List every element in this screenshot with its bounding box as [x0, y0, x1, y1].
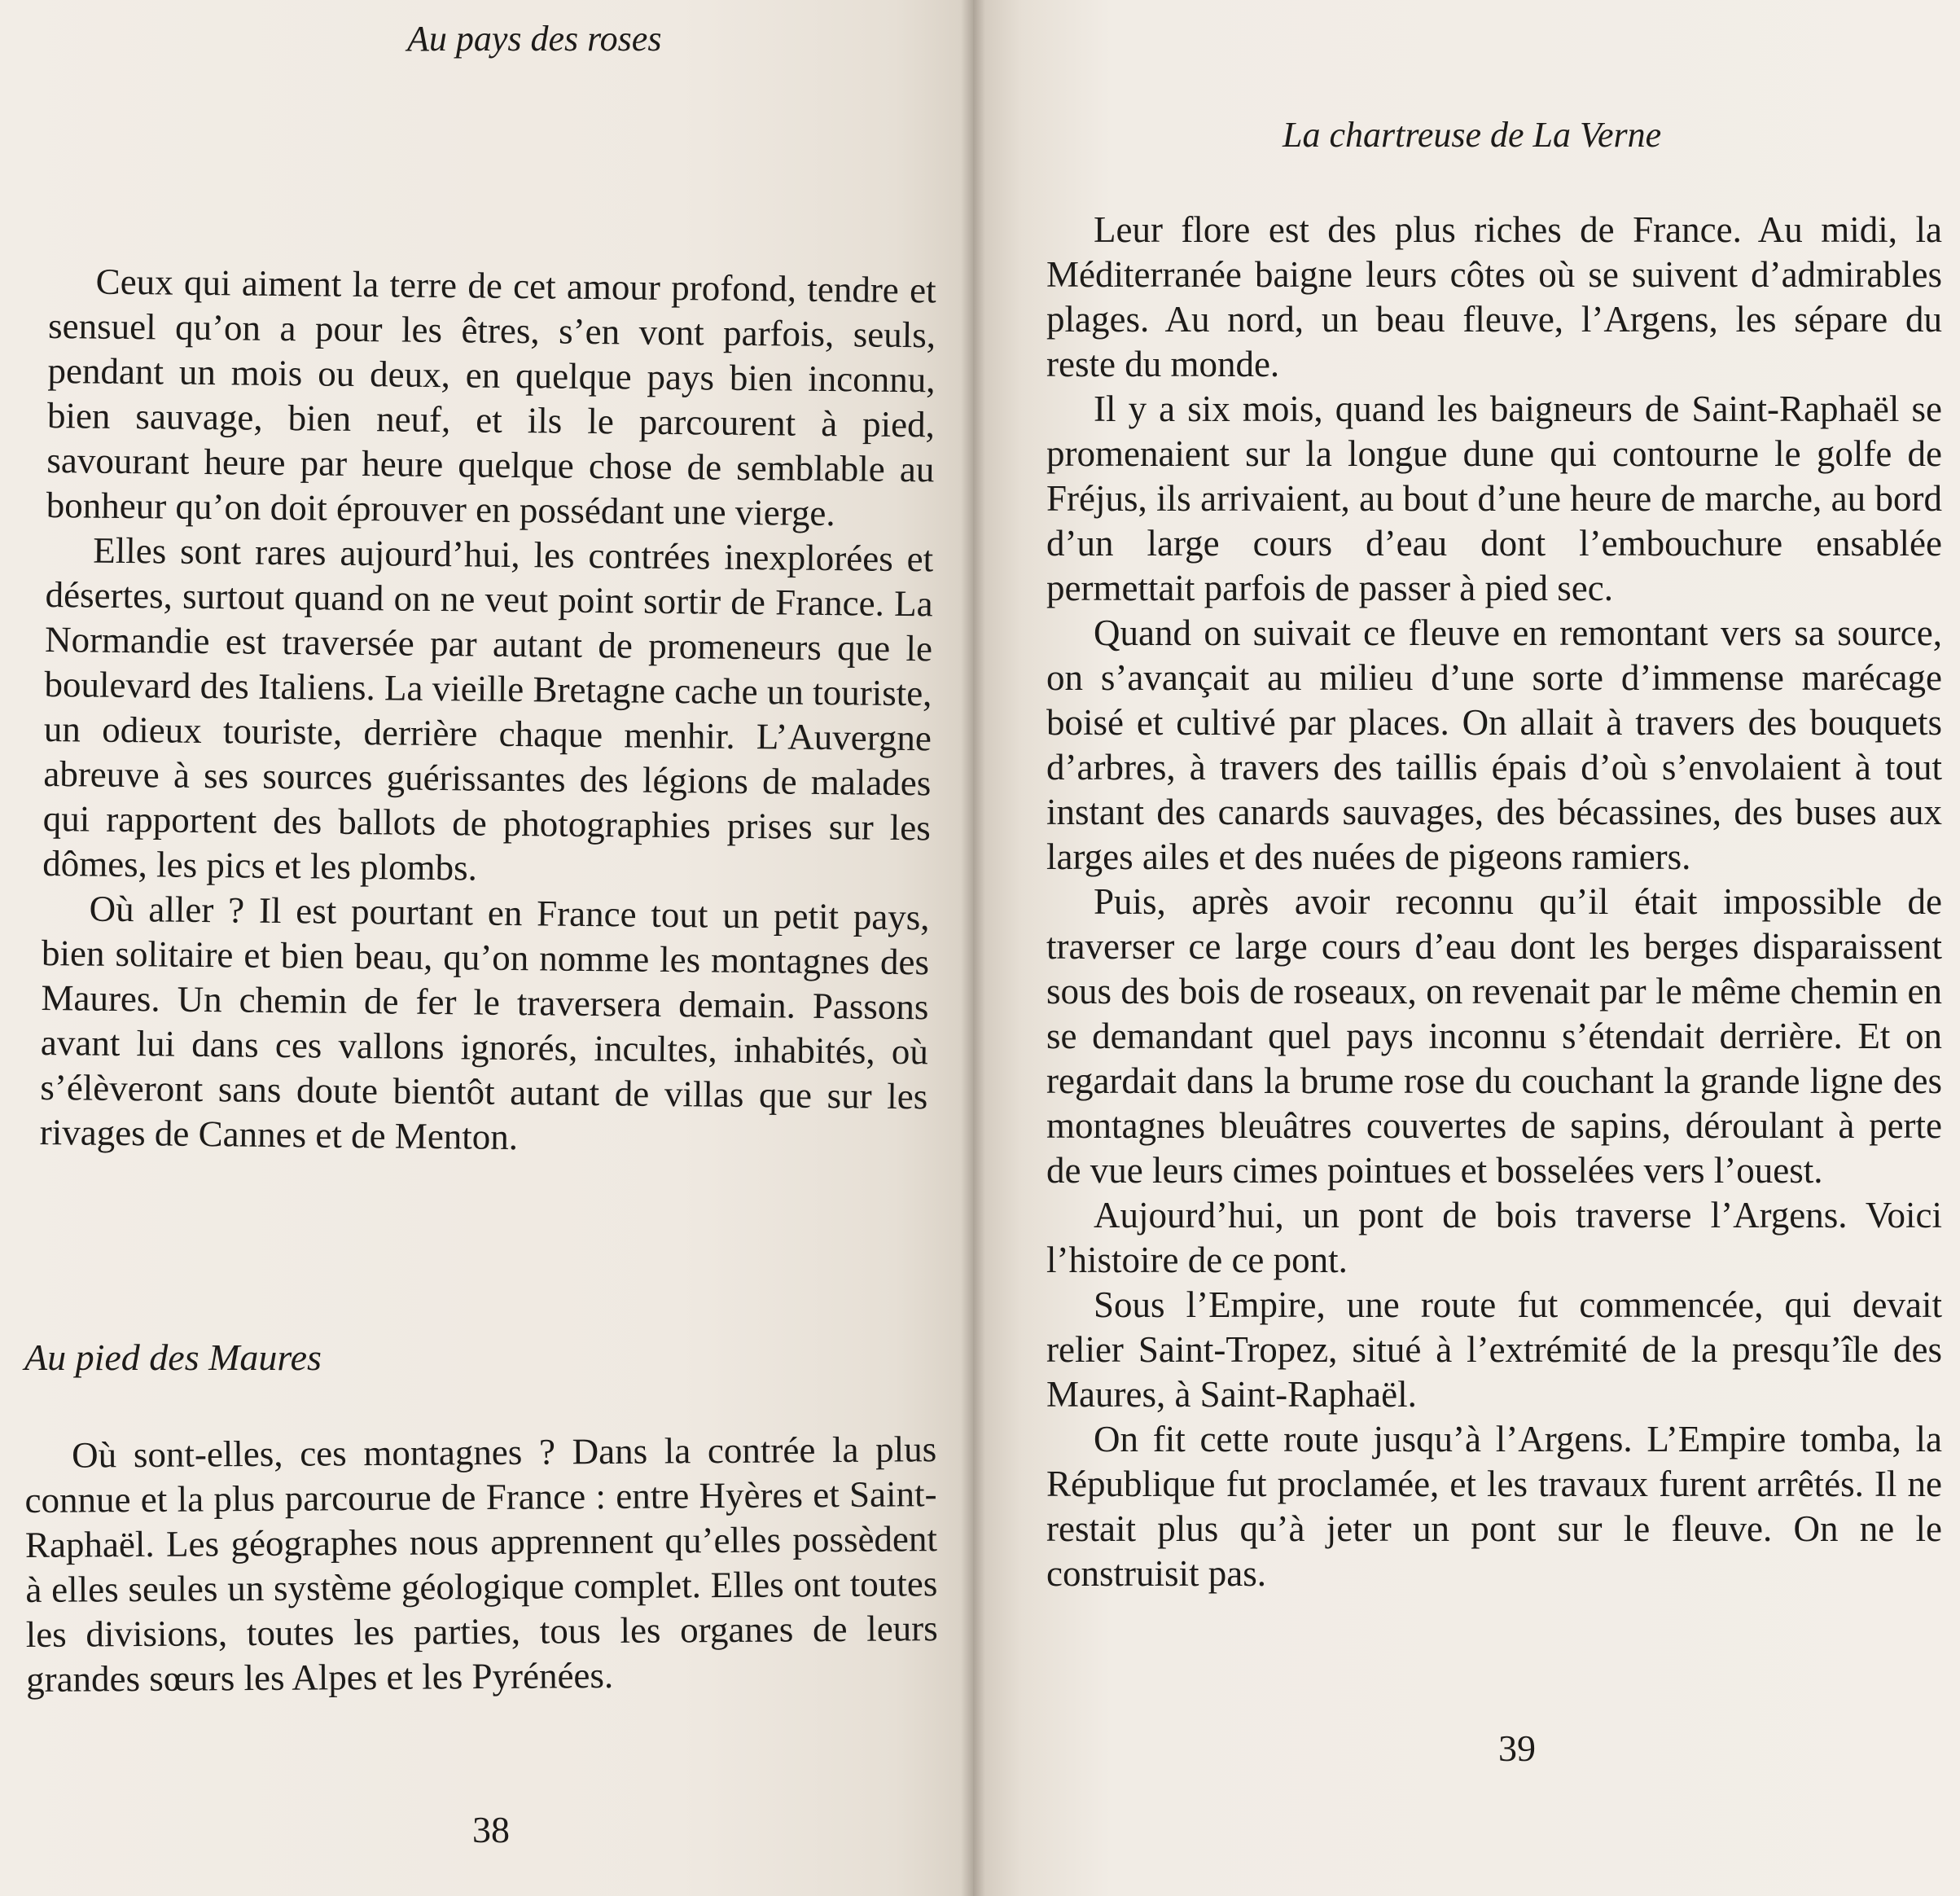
- page-number-right: 39: [1498, 1727, 1536, 1769]
- running-head-left: Au pays des roses: [407, 19, 662, 59]
- paragraph: Aujourd’hui, un pont de bois traverse l’Argens. Voici l’histoire de ce pont.: [1046, 1195, 1942, 1280]
- book-gutter: [961, 0, 985, 1896]
- paragraph: Quand on suivait ce fleuve en remontant vers sa source, on s’avançait au milieu d’une sorte d’immense marécage boisé et cultivé par places. On allait à travers des bouquets d’arbres, à travers des taillis épais d’où s’envolaient à tout instant des canards sauvages, des bécassines, des buses aux larges ailes et des nuées de pigeons ramiers.: [1046, 612, 1942, 877]
- paragraph: Où aller ? Il est pourtant en France tout un petit pays, bien solitaire et bien beau, qu’on nomme les montagnes des Maures. Un chemin de fer le traversera demain. Passons avant lui dans ces vallons ignorés, incultes, inhabités, où s’élèveront sans doute bientôt autant de villas que sur les rivages de Cannes et de Menton.: [39, 888, 930, 1158]
- right-page: [973, 0, 1960, 1896]
- right-body-text: [1046, 208, 1942, 1596]
- paragraph: Sous l’Empire, une route fut commencée, qui devait relier Saint-Tropez, situé à l’extrémité de la presqu’île des Maures, à Saint-Raphaël.: [1046, 1284, 1942, 1415]
- paragraph: Il y a six mois, quand les baigneurs de Saint-Raphaël se promenaient sur la longue dune qui contourne le golfe de Fréjus, ils arrivaient, au bout d’une heure de marche, au bord d’un large cours d’eau dont l’embouchure ensablée permettait parfois de passer à pied sec.: [1046, 388, 1942, 608]
- paragraph: Leur flore est des plus riches de France. Au midi, la Méditerranée baigne leurs côtes où se suivent d’admirables plages. Au nord, un beau fleuve, l’Argens, les sépare du reste du monde.: [1046, 209, 1942, 384]
- left-page: [0, 0, 973, 1896]
- page-number-left: 38: [472, 1809, 510, 1850]
- paragraph: On fit cette route jusqu’à l’Argens. L’Empire tomba, la République fut proclamée, et les travaux furent arrêtés. Il ne restait plus qu’à jeter un pont sur le fleuve. On ne le construisit pas.: [1046, 1419, 1942, 1594]
- left-body-text: [39, 259, 936, 1164]
- running-head-right: La chartreuse de La Verne: [1283, 115, 1662, 155]
- paragraph: Où sont-elles, ces montagnes ? Dans la contrée la plus connue et la plus parcourue de France : entre Hyères et Saint-Raphaël. Les géographes nous apprennent qu’elles possèdent à elles seules un système géologique complet. Elles ont toutes les divisions, toutes les parties, tous les organes de leurs grandes sœurs les Alpes et les Pyrénées.: [24, 1429, 938, 1700]
- section-body-text: [24, 1427, 938, 1702]
- paragraph: Puis, après avoir reconnu qu’il était impossible de traverser ce large cours d’eau dont les berges disparaissent sous des bois de roseaux, on revenait par le même chemin en se demandant quel pays inconnu s’étendait derrière. Et on regardait dans la brume rose du couchant la grande ligne des montagnes bleuâtres couvertes de sapins, déroulant à perte de vue leurs cimes pointues et bosselées vers l’ouest.: [1046, 881, 1942, 1191]
- section-title: Au pied des Maures: [24, 1336, 322, 1378]
- paragraph: Elles sont rares aujourd’hui, les contrées inexplorées et désertes, surtout quand on ne veut point sortir de France. La Normandie est traversée par autant de promeneurs que le boulevard des Italiens. La vieille Bretagne cache un touriste, un odieux touriste, derrière chaque menhir. L’Auvergne abreuve à ses sources guérissantes des légions de malades qui rapportent des ballots de photographies prises sur les dômes, les pics et les plombs.: [42, 529, 934, 889]
- paragraph: Ceux qui aiment la terre de cet amour profond, tendre et sensuel qu’on a pour les êtres, s’en vont parfois, seuls, pendant un mois ou deux, en quelque pays bien inconnu, bien sauvage, bien neuf, et ils le parcourent à pied, savourant heure par heure quelque chose de semblable au bonheur qu’on doit éprouver en possédant une vierge.: [46, 261, 936, 534]
